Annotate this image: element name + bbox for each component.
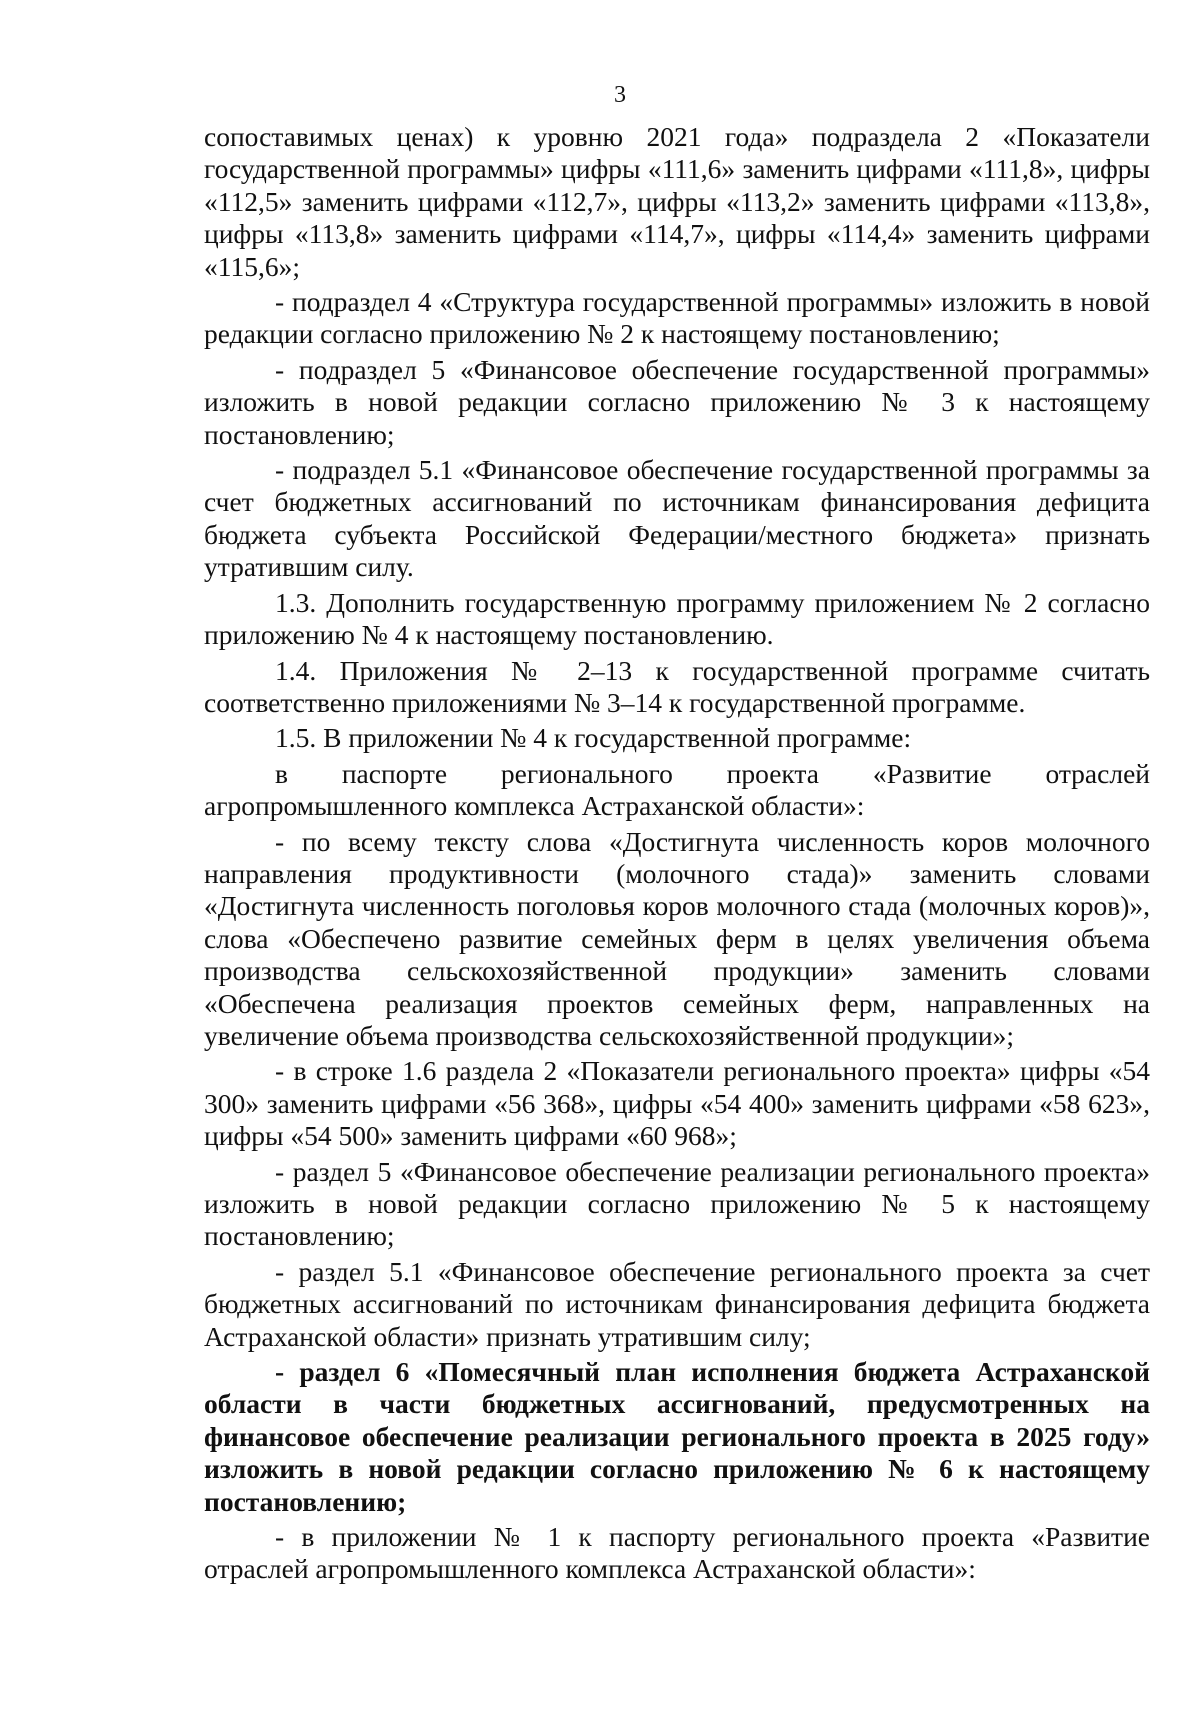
paragraph-replace-words: - по всему тексту слова «Достигнута численность коров молочного направления продуктивности (молочного стада)» заменить словами «Достигнута численность поголовья коров молочного стада (молочных коров)», слова «Обеспечено развитие семейных ферм в целях увеличения объема производства сельскохозяйственной продукции» заменить словами «Обеспечена реализация проектов семейных ферм, направленных на увеличение объема производства сельскохозяйственной продукции»; <box>204 825 1150 1051</box>
paragraph-row-1-6: - в строке 1.6 раздела 2 «Показатели регионального проекта» цифры «54 300» заменить цифрами «56 368», цифры «54 400» заменить цифрами «58 623», цифры «54 500» заменить цифрами «60 968»; <box>204 1055 1150 1152</box>
document-body <box>204 121 1150 1586</box>
page-number: 3 <box>614 82 626 108</box>
paragraph-item-1-3: 1.3. Дополнить государственную программу приложением № 2 согласно приложению № 4 к настоящему постановлению. <box>204 586 1150 651</box>
paragraph-item-1-5: 1.5. В приложении № 4 к государственной программе: <box>275 722 912 754</box>
paragraph-section-6: - раздел 6 «Помесячный план исполнения бюджета Астраханской области в части бюджетных ассигнований, предусмотренных на финансовое обеспечение реализации регионального проекта в 2025 году» изложить в новой редакции согласно приложению № 6 к настоящему постановлению; <box>204 1356 1150 1517</box>
paragraph-section-5-1: - раздел 5.1 «Финансовое обеспечение регионального проекта за счет бюджетных ассигнований по источникам финансирования дефицита бюджета Астраханской области» признать утратившим силу; <box>204 1255 1150 1352</box>
paragraph-appendix-1: - в приложении № 1 к паспорту регионального проекта «Развитие отраслей агропромышленного комплекса Астраханской области»: <box>204 1521 1150 1585</box>
paragraph-item-1-4: 1.4. Приложения № 2–13 к государственной программе считать соответственно приложениями № 3–14 к государственной программе. <box>204 654 1150 718</box>
paragraph-passport-intro: в паспорте регионального проекта «Развитие отраслей агропромышленного комплекса Астраханской области»: <box>204 757 1150 822</box>
paragraph-section-5: - раздел 5 «Финансовое обеспечение реализации регионального проекта» изложить в новой редакции согласно приложению № 5 к настоящему постановлению; <box>204 1155 1150 1252</box>
paragraph-subsection-4: - подраздел 4 «Структура государственной программы» изложить в новой редакции согласно приложению № 2 к настоящему постановлению; <box>204 286 1150 350</box>
paragraph-subsection-5-1: - подраздел 5.1 «Финансовое обеспечение государственной программы за счет бюджетных ассигнований по источникам финансирования дефицита бюджета субъекта Российской Федерации/местного бюджета» признать утратившим силу. <box>204 454 1150 583</box>
paragraph-subsection-5: - подраздел 5 «Финансовое обеспечение государственной программы» изложить в новой редакции согласно приложению № 3 к настоящему постановлению; <box>204 353 1150 450</box>
paragraph-continuation: сопоставимых ценах) к уровню 2021 года» подраздела 2 «Показатели государственной программы» цифры «111,6» заменить цифрами «111,8», цифры «112,5» заменить цифрами «112,7», цифры «113,2» заменить цифрами «113,8», цифры «113,8» заменить цифрами «114,7», цифры «114,4» заменить цифрами «115,6»; <box>204 121 1150 282</box>
